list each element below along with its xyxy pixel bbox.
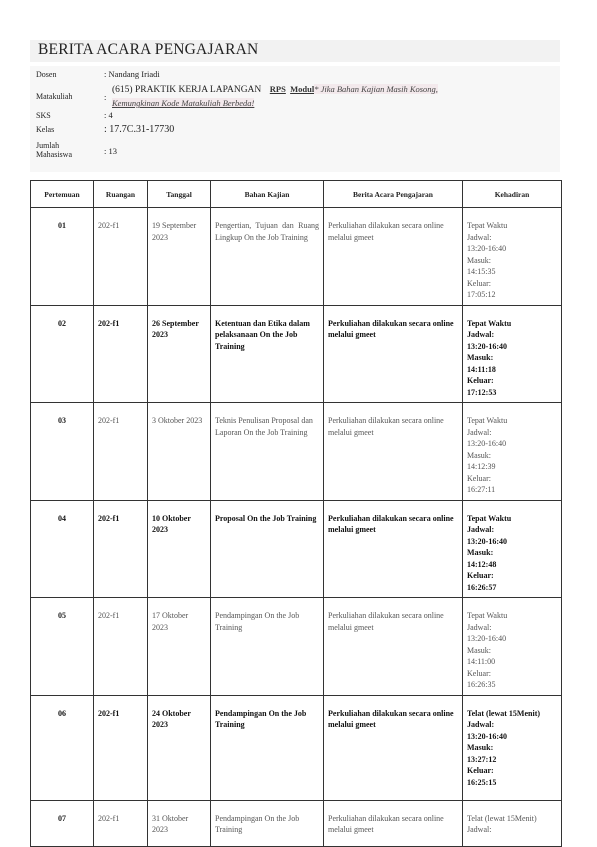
- cell-berita: Perkuliahan dilakukan secara online melalui gmeet: [324, 305, 463, 403]
- header-pertemuan: Pertemuan: [31, 181, 94, 208]
- kehadiran-status: Tepat Waktu: [467, 611, 508, 620]
- kehadiran-status: Telat (lewat 15Menit): [467, 813, 537, 823]
- warning-note-2: Kemungkinan Kode Matakuliah Berbeda!: [112, 98, 255, 108]
- sks-value: : 4: [104, 110, 113, 120]
- cell-kehadiran: [463, 800, 562, 846]
- cell-ruangan: 202-f1: [94, 695, 148, 800]
- cell-kehadiran: [463, 598, 562, 696]
- kehadiran-status: Telat (lewat 15Menit): [467, 708, 541, 718]
- cell-tanggal: 31 Oktober 2023: [148, 800, 211, 846]
- cell-berita: Perkuliahan dilakukan secara online melalui gmeet: [324, 598, 463, 696]
- kehadiran-masuk: 14:11:00: [467, 657, 496, 666]
- sks-label: SKS: [36, 111, 51, 120]
- kehadiran-jadwal-label: Jadwal:: [467, 825, 492, 834]
- cell-bahan: Pendampingan On the Job Training: [211, 598, 324, 696]
- matakuliah-label: Matakuliah: [36, 92, 73, 101]
- cell-ruangan: 202-f1: [94, 305, 148, 403]
- kehadiran-masuk: 14:12:39: [467, 462, 496, 471]
- kehadiran-jadwal: 13:20-16:40: [467, 536, 507, 546]
- kehadiran-jadwal: 13:20-16:40: [467, 439, 507, 448]
- page-title: BERITA ACARA PENGAJARAN: [38, 41, 259, 58]
- cell-pertemuan: 01: [31, 208, 94, 306]
- matakuliah-colon: :: [104, 92, 107, 102]
- cell-tanggal: 10 Oktober 2023: [148, 500, 211, 598]
- cell-bahan: Pendampingan On the Job Training: [211, 800, 324, 846]
- cell-tanggal: 24 Oktober 2023: [148, 695, 211, 800]
- kehadiran-masuk: 14:12:48: [467, 559, 497, 569]
- kehadiran-status: Tepat Waktu: [467, 318, 512, 328]
- kelas-value: : 17.7C.31-17730: [104, 124, 175, 135]
- header-kehadiran: Kehadiran: [463, 181, 562, 208]
- kehadiran-keluar-label: Keluar:: [467, 766, 494, 775]
- modul-link[interactable]: Modul: [290, 84, 315, 94]
- cell-pertemuan: 07: [31, 800, 94, 846]
- cell-pertemuan: 02: [31, 305, 94, 403]
- header-tanggal: Tanggal: [148, 181, 211, 208]
- table-row: [31, 800, 562, 846]
- kehadiran-jadwal: 13:20-16:40: [467, 634, 507, 643]
- table-row: [31, 598, 562, 696]
- dosen-label: Dosen: [36, 70, 57, 79]
- kehadiran-masuk: 14:11:18: [467, 364, 496, 374]
- jumlah-mahasiswa-label: Jumlah Mahasiswa: [36, 141, 72, 159]
- cell-kehadiran: [463, 403, 562, 501]
- cell-tanggal: 3 Oktober 2023: [148, 403, 211, 501]
- matakuliah-value-line: [112, 84, 438, 95]
- cell-bahan: Proposal On the Job Training: [211, 500, 324, 598]
- kehadiran-keluar: 17:12:53: [467, 387, 497, 397]
- table-row: [31, 208, 562, 306]
- kehadiran-masuk-label: Masuk:: [467, 548, 494, 557]
- kehadiran-jadwal: 13:20-16:40: [467, 244, 507, 253]
- cell-pertemuan: 06: [31, 695, 94, 800]
- cell-tanggal: 19 September 2023: [148, 208, 211, 306]
- kehadiran-keluar: 16:26:57: [467, 582, 497, 592]
- warning-note-line2: [112, 98, 254, 108]
- kehadiran-jadwal-label: Jadwal:: [467, 232, 492, 242]
- kehadiran-masuk-label: Masuk:: [467, 645, 491, 655]
- kehadiran-masuk-label: Masuk:: [467, 743, 494, 752]
- kehadiran-keluar-label: Keluar:: [467, 668, 491, 678]
- cell-kehadiran: [463, 208, 562, 306]
- kehadiran-status: Tepat Waktu: [467, 513, 512, 523]
- cell-tanggal: 26 September 2023: [148, 305, 211, 403]
- kehadiran-keluar: 16:26:35: [467, 680, 496, 689]
- cell-ruangan: 202-f1: [94, 800, 148, 846]
- cell-bahan: Teknis Penulisan Proposal dan Laporan On the Job Training: [211, 403, 324, 501]
- kehadiran-status: Tepat Waktu: [467, 416, 508, 425]
- cell-pertemuan: 04: [31, 500, 94, 598]
- kehadiran-status: Tepat Waktu: [467, 221, 508, 230]
- kehadiran-keluar: 17:05:12: [467, 290, 496, 299]
- cell-kehadiran: [463, 695, 562, 800]
- kelas-label: Kelas: [36, 125, 55, 134]
- table-header-row: [31, 181, 562, 208]
- table-row: [31, 500, 562, 598]
- cell-ruangan: 202-f1: [94, 598, 148, 696]
- cell-bahan: Pendampingan On the Job Training: [211, 695, 324, 800]
- dosen-value: : Nandang Iriadi: [104, 69, 160, 79]
- kehadiran-masuk: 14:15:35: [467, 267, 496, 276]
- cell-berita: Perkuliahan dilakukan secara online melalui gmeet: [324, 800, 463, 846]
- kehadiran-jadwal-label: Jadwal:: [467, 525, 495, 534]
- kehadiran-jadwal-label: Jadwal:: [467, 622, 492, 632]
- jumlah-mahasiswa-value: : 13: [104, 146, 117, 156]
- kehadiran-keluar: 16:25:15: [467, 777, 497, 787]
- kehadiran-masuk-label: Masuk:: [467, 450, 491, 460]
- cell-kehadiran: [463, 500, 562, 598]
- cell-tanggal: 17 Oktober 2023: [148, 598, 211, 696]
- table-row: [31, 305, 562, 403]
- kehadiran-keluar: 16:27:11: [467, 485, 496, 494]
- cell-pertemuan: 05: [31, 598, 94, 696]
- table-row: [31, 403, 562, 501]
- kehadiran-keluar-label: Keluar:: [467, 278, 491, 288]
- header-berita-acara: Berita Acara Pengajaran: [324, 181, 463, 208]
- cell-bahan: Ketentuan dan Etika dalam pelaksanaan On the Job Training: [211, 305, 324, 403]
- matakuliah-value: (615) PRAKTIK KERJA LAPANGAN: [112, 85, 262, 95]
- cell-ruangan: 202-f1: [94, 403, 148, 501]
- cell-ruangan: 202-f1: [94, 500, 148, 598]
- cell-ruangan: 202-f1: [94, 208, 148, 306]
- cell-kehadiran: [463, 305, 562, 403]
- header-ruangan: Ruangan: [94, 181, 148, 208]
- kehadiran-jadwal: 13:20-16:40: [467, 731, 507, 741]
- kehadiran-jadwal-label: Jadwal:: [467, 720, 495, 729]
- kehadiran-jadwal-label: Jadwal:: [467, 330, 495, 339]
- rps-link[interactable]: RPS: [269, 84, 286, 94]
- kehadiran-jadwal-label: Jadwal:: [467, 427, 492, 437]
- warning-note-1: * Jika Bahan Kajian Masih Kosong,: [314, 84, 438, 94]
- kehadiran-masuk: 13:27:12: [467, 754, 497, 764]
- table-row: [31, 695, 562, 800]
- kehadiran-masuk-label: Masuk:: [467, 255, 491, 265]
- bahan-text: Pengertian, Tujuan dan Ruang Lingkup On the Job Training: [215, 221, 319, 242]
- cell-pertemuan: 03: [31, 403, 94, 501]
- cell-berita: Perkuliahan dilakukan secara online melalui gmeet: [324, 500, 463, 598]
- kehadiran-jadwal: 13:20-16:40: [467, 341, 507, 351]
- cell-berita: Perkuliahan dilakukan secara online melalui gmeet: [324, 403, 463, 501]
- teaching-log-table: [30, 180, 562, 847]
- kehadiran-keluar-label: Keluar:: [467, 473, 491, 483]
- kehadiran-keluar-label: Keluar:: [467, 376, 494, 385]
- header-bahan-kajian: Bahan Kajian: [211, 181, 324, 208]
- kehadiran-keluar-label: Keluar:: [467, 571, 494, 580]
- cell-berita: Perkuliahan dilakukan secara online melalui gmeet: [324, 208, 463, 306]
- cell-berita: Perkuliahan dilakukan secara online melalui gmeet: [324, 695, 463, 800]
- kehadiran-masuk-label: Masuk:: [467, 353, 494, 362]
- cell-bahan: [211, 208, 324, 306]
